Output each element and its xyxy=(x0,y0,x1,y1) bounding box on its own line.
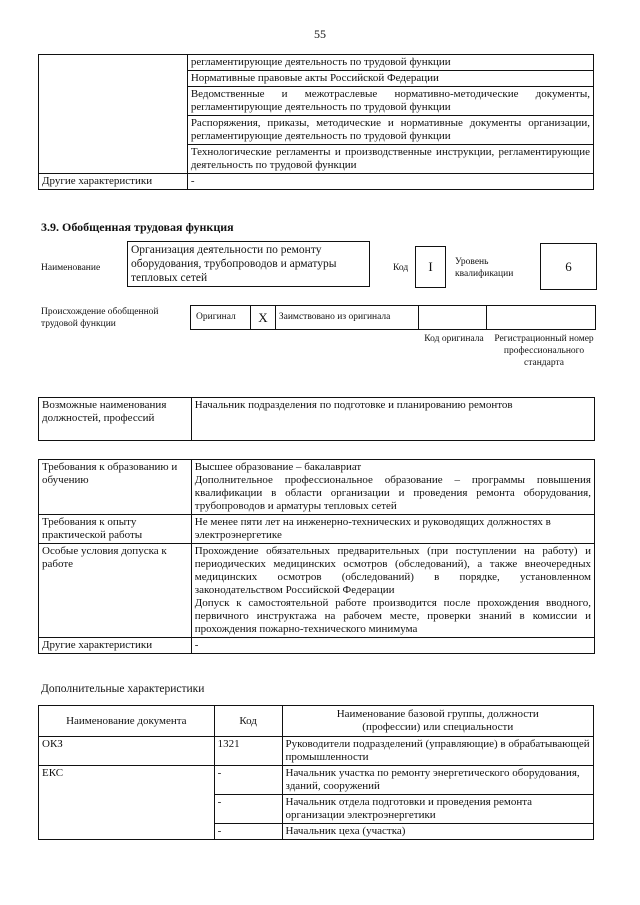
reg-number-caption: Регистрационный номер профессионального стандарта xyxy=(494,334,594,368)
cell-name: Начальник участка по ремонту энергетического оборудования, зданий, сооружений xyxy=(282,766,593,795)
level-value: 6 xyxy=(540,243,597,290)
code-value: I xyxy=(415,246,446,288)
table-row xyxy=(39,515,595,544)
positions-value: Начальник подразделения по подготовке и планированию ремонтов xyxy=(191,398,594,441)
table-row xyxy=(39,638,595,654)
cell-code: - xyxy=(214,795,282,824)
origin-table xyxy=(190,305,596,330)
cell-doc: ЕКС xyxy=(39,766,215,840)
requirement-label: Особые условия допуска к работе xyxy=(39,544,192,638)
page-number: 55 xyxy=(314,27,326,41)
requirements-table xyxy=(38,459,595,654)
table-row xyxy=(39,174,594,190)
table-row xyxy=(39,460,595,515)
function-name-value: Организация деятельности по ремонту оборудования, трубопроводов и арматуры тепловых сетей xyxy=(127,241,370,287)
table-row xyxy=(39,398,595,441)
name-label: Наименование xyxy=(41,263,101,273)
table-cell: Нормативные правовые акты Российской Федерации xyxy=(187,71,593,87)
borrowed-label: Заимствовано из оригинала xyxy=(275,306,418,330)
level-label: Уровень квалификации xyxy=(455,257,514,279)
table-cell: Другие характеристики xyxy=(39,174,188,190)
table-cell: Ведомственные и межотраслевые нормативно-методические документы, регламентирующие деятельность по трудовой функции xyxy=(187,87,593,116)
top-characteristics-table xyxy=(38,54,594,190)
code-original-cell xyxy=(418,306,487,330)
table-cell: - xyxy=(187,174,593,190)
table-cell: регламентирующие деятельность по трудовой функции xyxy=(187,55,593,71)
requirement-label: Требования к образованию и обучению xyxy=(39,460,192,515)
reg-number-cell xyxy=(487,306,596,330)
table-header-row xyxy=(39,706,594,737)
requirement-label: Требования к опыту практической работы xyxy=(39,515,192,544)
requirement-label: Другие характеристики xyxy=(39,638,192,654)
original-mark: X xyxy=(250,306,275,330)
requirement-line: Высшее образование – бакалавриат xyxy=(194,461,362,473)
requirement-value: Не менее пяти лет на инженерно-технических и руководящих должностях в электроэнергетике xyxy=(191,515,594,544)
header-code: Код xyxy=(214,706,282,737)
requirement-line: Прохождение обязательных предварительных (при поступлении на работу) и периодических медицинских осмотров (обследований), а также внеочередных медицинских осмотров (обследований) в порядке, установленном законодательством Российской Федерации xyxy=(194,545,591,596)
cell-name: Начальник цеха (участка) xyxy=(282,824,593,840)
requirement-line: Дополнительное профессиональное образование – программы повышения квалификации в области организации и проведения ремонта оборудования, трубопроводов и арматуры тепловых сетей xyxy=(194,474,591,512)
table-row xyxy=(191,306,596,330)
cell-code: 1321 xyxy=(214,737,282,766)
table-row xyxy=(39,766,594,795)
requirement-value xyxy=(191,544,594,638)
cell-code: - xyxy=(214,766,282,795)
table-row xyxy=(39,544,595,638)
cell-name: Начальник отдела подготовки и проведения ремонта организации электроэнергетики xyxy=(282,795,593,824)
code-label: Код xyxy=(393,263,409,273)
origin-label: Происхождение обобщенной трудовой функции xyxy=(41,307,159,329)
cell-doc: ОКЗ xyxy=(39,737,215,766)
header-doc: Наименование документа xyxy=(39,706,215,737)
cell-name: Руководители подразделений (управляющие) в обрабатывающей промышленности xyxy=(282,737,593,766)
table-cell: Распоряжения, приказы, методические и нормативные документы организации, регламентирующие деятельность по трудовой функции xyxy=(187,116,593,145)
header-name: Наименование базовой группы, должности (профессии) или специальности xyxy=(282,706,593,737)
requirement-line: Допуск к самостоятельной работе производится после прохождения вводного, первичного инструктажа на рабочем месте, проверки знаний в комиссии и прохождения пожарно-технического минимума xyxy=(194,597,591,635)
section-title: 3.9. Обобщенная трудовая функция xyxy=(41,220,234,234)
positions-label: Возможные наименования должностей, профессий xyxy=(39,398,192,441)
original-label: Оригинал xyxy=(191,306,251,330)
table-cell xyxy=(39,55,188,174)
table-row xyxy=(39,737,594,766)
table-row xyxy=(39,55,594,71)
requirement-value xyxy=(191,460,594,515)
code-original-caption: Код оригинала xyxy=(424,334,484,344)
positions-table xyxy=(38,397,595,441)
table-cell: Технологические регламенты и производственные инструкции, регламентирующие деятельность по трудовой функции xyxy=(187,145,593,174)
requirement-value: - xyxy=(191,638,594,654)
additional-title: Дополнительные характеристики xyxy=(41,683,205,695)
cell-code: - xyxy=(214,824,282,840)
additional-table xyxy=(38,705,594,840)
